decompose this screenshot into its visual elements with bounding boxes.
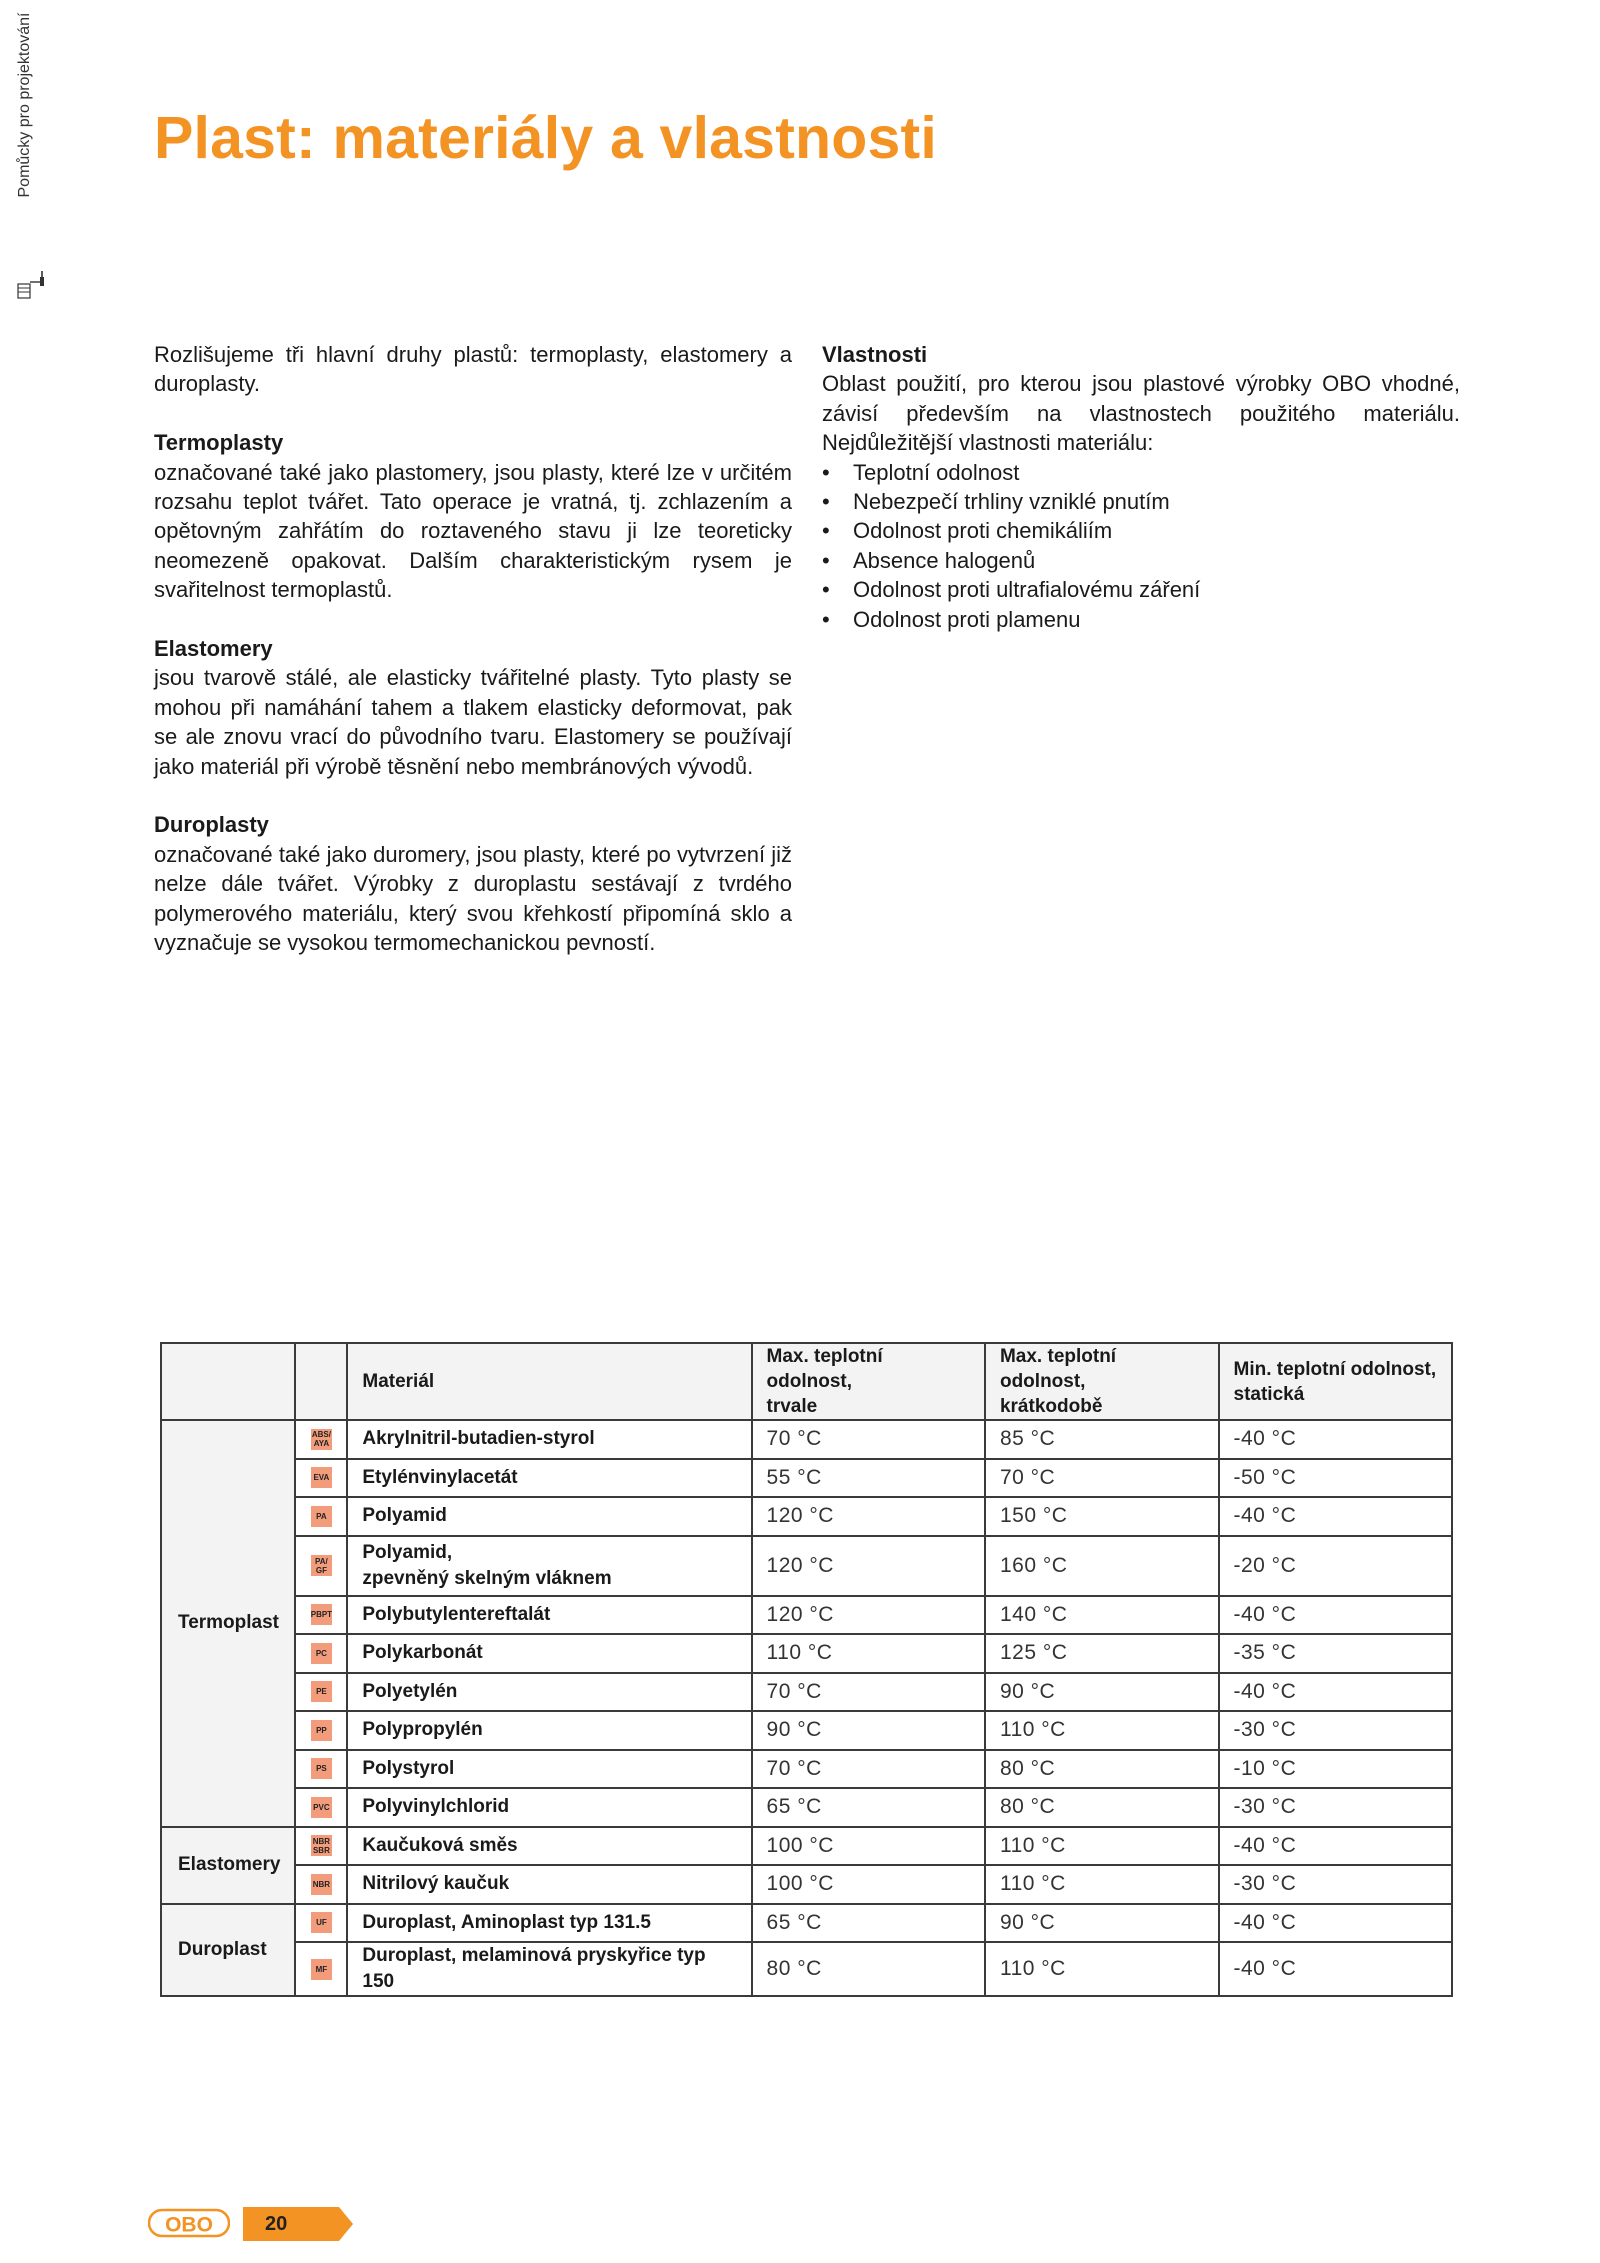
- tools-ruler-icon: [16, 268, 52, 300]
- page-number: 20: [265, 2213, 288, 2235]
- material-name: Kaučuková směs: [347, 1827, 751, 1866]
- table-row: [161, 1942, 1452, 1996]
- table-row: [161, 1750, 1452, 1789]
- min-temp: -40 °C: [1219, 1942, 1453, 1996]
- short-temp: 110 °C: [985, 1827, 1219, 1866]
- list-item: • Teplotní odolnost: [822, 458, 1460, 487]
- table-row: [161, 1673, 1452, 1712]
- material-code-badge: UF: [311, 1912, 332, 1933]
- section-heading-elastomery: Elastomery: [154, 636, 273, 662]
- left-column: [154, 340, 792, 957]
- table-row: [161, 1788, 1452, 1827]
- min-temp: -40 °C: [1219, 1420, 1453, 1459]
- short-temp: 160 °C: [985, 1536, 1219, 1596]
- material-code-badge: EVA: [311, 1467, 332, 1488]
- max-temp: 65 °C: [752, 1904, 985, 1943]
- material-name: Duroplast, Aminoplast typ 131.5: [347, 1904, 751, 1943]
- max-temp: 110 °C: [752, 1634, 985, 1673]
- material-code-badge: PE: [311, 1681, 332, 1702]
- materials-table: [160, 1342, 1453, 1997]
- group-termoplast: Termoplast: [161, 1420, 295, 1827]
- min-temp: -10 °C: [1219, 1750, 1453, 1789]
- table-row: [161, 1634, 1452, 1673]
- min-temp: -40 °C: [1219, 1497, 1453, 1536]
- short-temp: 90 °C: [985, 1673, 1219, 1712]
- short-temp: 110 °C: [985, 1711, 1219, 1750]
- material-name: Polyamid, zpevněný skelným vláknem: [347, 1536, 751, 1596]
- short-temp: 70 °C: [985, 1459, 1219, 1498]
- properties-heading: Vlastnosti: [822, 342, 928, 367]
- group-duroplast: Duroplast: [161, 1904, 295, 1997]
- table-row: [161, 1827, 1452, 1866]
- min-temp: -35 °C: [1219, 1634, 1453, 1673]
- max-temp: 120 °C: [752, 1497, 985, 1536]
- section-heading-duroplasty: Duroplasty: [154, 812, 269, 838]
- material-code-badge: PA: [311, 1506, 332, 1527]
- short-temp: 85 °C: [985, 1420, 1219, 1459]
- min-temp: -50 °C: [1219, 1459, 1453, 1498]
- max-temp: 65 °C: [752, 1788, 985, 1827]
- max-temp: 100 °C: [752, 1865, 985, 1904]
- max-temp: 55 °C: [752, 1459, 985, 1498]
- material-code-badge: PS: [311, 1758, 332, 1779]
- properties-text: Oblast použití, pro kterou jsou plastové výrobky OBO vhodné, závisí především na vlastnostech použitého materiálu. Nejdůležitější vlastnosti materiálu:: [822, 371, 1460, 456]
- header-max-short: Max. teplotní odolnost, krátkodobě: [985, 1343, 1219, 1420]
- table-row: [161, 1904, 1452, 1943]
- max-temp: 120 °C: [752, 1536, 985, 1596]
- min-temp: -40 °C: [1219, 1596, 1453, 1635]
- max-temp: 70 °C: [752, 1673, 985, 1712]
- material-name: Etylénvinylacetát: [347, 1459, 751, 1498]
- material-name: Nitrilový kaučuk: [347, 1865, 751, 1904]
- material-name: Polykarbonát: [347, 1634, 751, 1673]
- side-label-text: Pomůcky pro projektování: [16, 12, 33, 198]
- min-temp: -40 °C: [1219, 1827, 1453, 1866]
- short-temp: 80 °C: [985, 1750, 1219, 1789]
- short-temp: 125 °C: [985, 1634, 1219, 1673]
- max-temp: 120 °C: [752, 1596, 985, 1635]
- short-temp: 90 °C: [985, 1904, 1219, 1943]
- min-temp: -30 °C: [1219, 1711, 1453, 1750]
- max-temp: 80 °C: [752, 1942, 985, 1996]
- material-name: Polystyrol: [347, 1750, 751, 1789]
- header-empty-code: [295, 1343, 347, 1420]
- page-number-tab: [243, 2207, 353, 2241]
- min-temp: -30 °C: [1219, 1788, 1453, 1827]
- max-temp: 90 °C: [752, 1711, 985, 1750]
- material-name: Duroplast, melaminová pryskyřice typ 150: [347, 1942, 751, 1996]
- material-code-badge: NBR: [311, 1874, 332, 1895]
- section-heading-termoplasty: Termoplasty: [154, 430, 284, 456]
- short-temp: 150 °C: [985, 1497, 1219, 1536]
- min-temp: -40 °C: [1219, 1904, 1453, 1943]
- table-header-row: [161, 1343, 1452, 1420]
- short-temp: 110 °C: [985, 1865, 1219, 1904]
- table-row: [161, 1459, 1452, 1498]
- max-temp: 70 °C: [752, 1750, 985, 1789]
- material-code-badge: PVC: [311, 1797, 332, 1818]
- list-item: • Nebezpečí trhliny vzniklé pnutím: [822, 487, 1460, 516]
- list-item: • Absence halogenů: [822, 546, 1460, 575]
- table-row: [161, 1420, 1452, 1459]
- material-name: Akrylnitril-butadien-styrol: [347, 1420, 751, 1459]
- material-code-badge: MF: [311, 1959, 332, 1980]
- list-item: • Odolnost proti chemikáliím: [822, 516, 1460, 545]
- material-code-badge: ABS/ AYA: [311, 1430, 331, 1449]
- obo-logo: [148, 2207, 230, 2239]
- section-text-elastomery: jsou tvarově stálé, ale elasticky tvářitelné plasty. Tyto plasty se mohou při namáhání tahem a tlakem elasticky deformovat, pak se ale znovu vrací do původního tvaru. Elastomery se používají jako materiál při výrobě těsnění nebo membránových vývodů.: [154, 665, 792, 779]
- material-code-badge: NBR SBR: [312, 1836, 331, 1855]
- header-empty-group: [161, 1343, 295, 1420]
- material-name: Polyamid: [347, 1497, 751, 1536]
- table-row: [161, 1596, 1452, 1635]
- max-temp: 70 °C: [752, 1420, 985, 1459]
- list-item: • Odolnost proti plamenu: [822, 605, 1460, 634]
- material-name: Polypropylén: [347, 1711, 751, 1750]
- material-name: Polyvinylchlorid: [347, 1788, 751, 1827]
- side-label: [10, 0, 40, 210]
- material-code-badge: PP: [311, 1720, 332, 1741]
- table-row: [161, 1865, 1452, 1904]
- short-temp: 80 °C: [985, 1788, 1219, 1827]
- material-code-badge: PA/ GF: [311, 1555, 332, 1576]
- min-temp: -30 °C: [1219, 1865, 1453, 1904]
- material-name: Polyetylén: [347, 1673, 751, 1712]
- header-max-continuous: Max. teplotní odolnost, trvale: [752, 1343, 985, 1420]
- page-title: Plast: materiály a vlastnosti: [154, 105, 937, 171]
- material-code-badge: PC: [311, 1643, 332, 1664]
- table-row: [161, 1711, 1452, 1750]
- table-row: [161, 1497, 1452, 1536]
- material-name: Polybutylentereftalát: [347, 1596, 751, 1635]
- intro-paragraph: Rozlišujeme tři hlavní druhy plastů: termoplasty, elastomery a duroplasty.: [154, 342, 792, 397]
- right-column: [822, 340, 1460, 634]
- group-elastomery: Elastomery: [161, 1827, 295, 1904]
- max-temp: 100 °C: [752, 1827, 985, 1866]
- section-text-duroplasty: označované také jako duromery, jsou plasty, které po vytvrzení již nelze dále tvářet. Výrobky z duroplastu sestávají z tvrdého polymerového materiálu, který svou křehkostí připomíná sklo a vyznačuje se vysokou termomechanickou pevností.: [154, 841, 792, 956]
- page-number-arrow: [243, 2207, 353, 2241]
- list-item: • Odolnost proti ultrafialovému záření: [822, 575, 1460, 604]
- min-temp: -20 °C: [1219, 1536, 1453, 1596]
- min-temp: -40 °C: [1219, 1673, 1453, 1712]
- header-material: Materiál: [347, 1343, 751, 1420]
- properties-list: [822, 458, 1460, 634]
- short-temp: 110 °C: [985, 1942, 1219, 1996]
- short-temp: 140 °C: [985, 1596, 1219, 1635]
- table-row: [161, 1536, 1452, 1596]
- svg-text:OBO: OBO: [165, 2213, 213, 2237]
- section-text-termoplasty: označované také jako plastomery, jsou plasty, které lze v určitém rozsahu teplot tvářet. Tato operace je vratná, tj. zchlazením a opětovným zahřátím do roztaveného stavu ji lze teoreticky neomezeně opakovat. Dalším charakteristickým rysem je svařitelnost termoplastů.: [154, 459, 792, 603]
- material-code-badge: PBPT: [311, 1604, 332, 1625]
- header-min-static: Min. teplotní odolnost, statická: [1219, 1343, 1453, 1420]
